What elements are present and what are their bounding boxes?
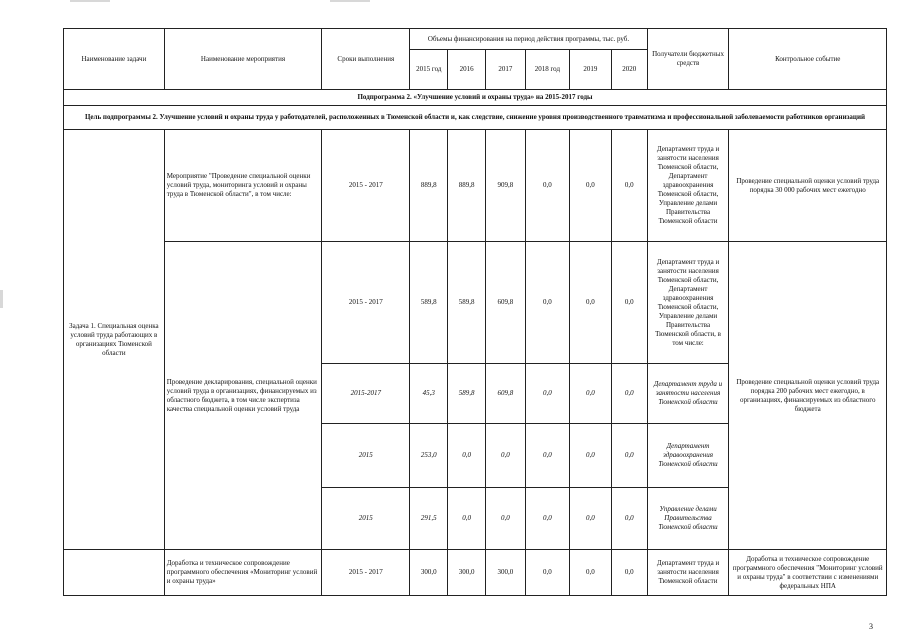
value-cell: 0,0 xyxy=(569,364,611,424)
recipient-cell: Департамент труда и занятости населения Тюменской области, Департамент здравоохранения Тюменской области, Управление делами Правительства Тюменской области xyxy=(647,130,729,242)
period-cell: 2015 - 2017 xyxy=(322,130,410,242)
goal-title: Цель подпрограммы 2. Улучшение условий и охраны труда у работодателей, расположенных в Тюменской области и, как следствие, снижение уровня производственного травматизма и профессиональной заболеваемости работников организаций xyxy=(64,106,887,130)
value-cell: 0,0 xyxy=(569,550,611,596)
recipient-cell: Департамент труда и занятости населения Тюменской области xyxy=(647,364,729,424)
header-control: Контрольное событие xyxy=(729,29,887,90)
event-cell: Доработка и техническое сопровождение программного обеспечения «Мониторинг условий и охраны труда» xyxy=(164,550,321,596)
event-cell: Мероприятие "Проведение специальной оценки условий труда, мониторинга условий и охраны труда в Тюменской области", в том числе: xyxy=(164,130,321,242)
value-cell: 909,8 xyxy=(485,130,525,242)
value-cell: 0,0 xyxy=(569,130,611,242)
value-cell: 253,0 xyxy=(410,424,448,488)
value-cell: 0,0 xyxy=(611,242,647,364)
header-year: 2016 xyxy=(448,50,486,90)
header-year: 2020 xyxy=(611,50,647,90)
value-cell: 589,8 xyxy=(448,242,486,364)
header-year: 2015 год xyxy=(410,50,448,90)
value-cell: 0,0 xyxy=(611,364,647,424)
value-cell: 0,0 xyxy=(448,424,486,488)
value-cell: 0,0 xyxy=(525,242,569,364)
header-year: 2019 xyxy=(569,50,611,90)
scan-edge-mark xyxy=(70,0,110,2)
subprogram-title: Подпрограмма 2. «Улучшение условий и охраны труда» на 2015-2017 годы xyxy=(64,90,887,106)
task-cell-empty xyxy=(64,550,165,596)
value-cell: 0,0 xyxy=(525,130,569,242)
value-cell: 0,0 xyxy=(569,488,611,550)
scan-edge-mark xyxy=(330,0,370,2)
value-cell: 0,0 xyxy=(525,424,569,488)
header-funding: Объемы финансирования на период действия программы, тыс. руб. xyxy=(410,29,647,50)
page-number: 3 xyxy=(869,622,873,631)
header-event-name: Наименование мероприятия xyxy=(164,29,321,90)
task-cell: Задача 1. Специальная оценка условий труда работающих в организациях Тюменской области xyxy=(64,130,165,550)
value-cell: 300,0 xyxy=(410,550,448,596)
value-cell: 0,0 xyxy=(569,242,611,364)
header-year: 2018 год xyxy=(525,50,569,90)
value-cell: 0,0 xyxy=(525,550,569,596)
recipient-cell: Департамент здравоохранения Тюменской области xyxy=(647,424,729,488)
value-cell: 300,0 xyxy=(448,550,486,596)
event-cell: Проведение декларирования, специальной оценки условий труда в организациях, финансируемых из областного бюджета, в том числе экспертиза качества специальной оценки условий труда xyxy=(164,242,321,550)
control-cell: Доработка и техническое сопровождение программного обеспечения "Мониторинг условий и охраны труда" в соответствии с изменениями федеральных НПА xyxy=(729,550,887,596)
program-table xyxy=(63,28,887,596)
value-cell: 0,0 xyxy=(448,488,486,550)
value-cell: 300,0 xyxy=(485,550,525,596)
value-cell: 0,0 xyxy=(611,130,647,242)
value-cell: 0,0 xyxy=(525,364,569,424)
period-cell: 2015 xyxy=(322,488,410,550)
control-cell: Проведение специальной оценки условий труда порядка 200 рабочих мест ежегодно, в организациях, финансируемых из областного бюджета xyxy=(729,242,887,550)
scan-edge-mark xyxy=(0,290,3,308)
header-recipients: Получатели бюджетных средств xyxy=(647,29,729,90)
value-cell: 0,0 xyxy=(569,424,611,488)
recipient-cell: Департамент труда и занятости населения Тюменской области, Департамент здравоохранения Тюменской области, Управление делами Правительства Тюменской области, в том числе: xyxy=(647,242,729,364)
recipient-cell: Управление делами Правительства Тюменской области xyxy=(647,488,729,550)
header-task-name: Наименование задачи xyxy=(64,29,165,90)
value-cell: 0,0 xyxy=(611,424,647,488)
value-cell: 609,8 xyxy=(485,242,525,364)
value-cell: 0,0 xyxy=(525,488,569,550)
value-cell: 0,0 xyxy=(611,488,647,550)
period-cell: 2015 - 2017 xyxy=(322,242,410,364)
value-cell: 889,8 xyxy=(448,130,486,242)
value-cell: 291,5 xyxy=(410,488,448,550)
period-cell: 2015-2017 xyxy=(322,364,410,424)
value-cell: 609,8 xyxy=(485,364,525,424)
value-cell: 589,8 xyxy=(448,364,486,424)
value-cell: 889,8 xyxy=(410,130,448,242)
period-cell: 2015 - 2017 xyxy=(322,550,410,596)
value-cell: 45,3 xyxy=(410,364,448,424)
value-cell: 0,0 xyxy=(485,424,525,488)
header-year: 2017 xyxy=(485,50,525,90)
recipient-cell: Департамент труда и занятости населения Тюменской области xyxy=(647,550,729,596)
header-deadline: Сроки выполнения xyxy=(322,29,410,90)
period-cell: 2015 xyxy=(322,424,410,488)
control-cell: Проведение специальной оценки условий труда порядка 30 000 рабочих мест ежегодно xyxy=(729,130,887,242)
value-cell: 0,0 xyxy=(611,550,647,596)
value-cell: 589,8 xyxy=(410,242,448,364)
value-cell: 0,0 xyxy=(485,488,525,550)
